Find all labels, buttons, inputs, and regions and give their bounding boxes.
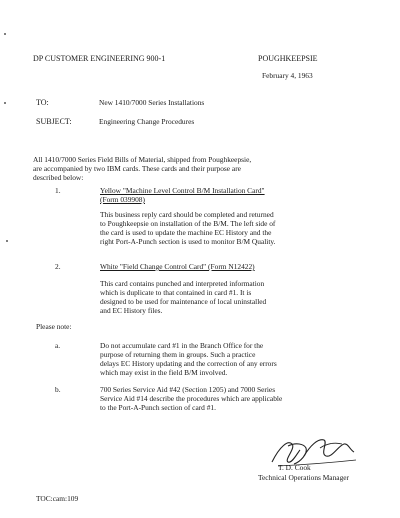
handwritten-signature: [258, 432, 368, 474]
to-label: TO:: [36, 98, 49, 107]
item-body-line: the card is used to update the machine EC History and the: [100, 228, 272, 237]
location-heading: POUGHKEEPSIE: [258, 54, 318, 63]
note-line: purpose of returning them in groups. Such a practice: [100, 350, 256, 359]
reference-initials: TOC:cam:109: [36, 494, 79, 503]
item-body-line: which is duplicate to that contained in card #1. It is: [100, 288, 252, 297]
item-body-line: to Poughkeepsie on installation of the B/M. The left side of: [100, 219, 276, 228]
item-body-line: This card contains punched and interpreted information: [100, 279, 265, 288]
note-line: Service Aid #14 describe the procedures which are applicable: [100, 394, 283, 403]
item-number: 2.: [55, 262, 61, 271]
item-body-line: designed to be used for maintenance of local uninstalled: [100, 297, 267, 306]
item-title: Yellow "Machine Level Control B/M Installation Card": [100, 186, 265, 195]
note-line: which may exist in the field B/M involved.: [100, 368, 228, 377]
memo-date: February 4, 1963: [262, 71, 313, 80]
note-label: Please note:: [36, 322, 72, 331]
subject-value: Engineering Change Procedures: [99, 117, 195, 126]
to-value: New 1410/7000 Series Installations: [99, 98, 205, 107]
department-heading: DP CUSTOMER ENGINEERING 900-1: [33, 54, 166, 63]
note-letter: a.: [55, 341, 61, 350]
margin-mark: [6, 240, 8, 242]
note-line: Do not accumulate card #1 in the Branch Office for the: [100, 341, 264, 350]
signer-name: T. D. Cook: [278, 463, 311, 472]
intro-line: described below:: [33, 173, 84, 182]
intro-line: are accompanied by two IBM cards. These cards and their purpose are: [33, 164, 241, 173]
intro-line: All 1410/7000 Series Field Bills of Material, shipped from Poughkeepsie,: [33, 155, 252, 164]
item-body-line: and EC History files.: [100, 306, 163, 315]
note-line: 700 Series Service Aid #42 (Section 1205) and 7000 Series: [100, 385, 276, 394]
note-line: delays EC History updating and the correction of any errors: [100, 359, 277, 368]
subject-label: SUBJECT:: [36, 117, 72, 126]
note-line: to the Port-A-Punch section of card #1.: [100, 403, 216, 412]
item-form-number: (Form 039908): [100, 195, 145, 204]
item-body-line: right Port-A-Punch section is used to monitor B/M Quality.: [100, 237, 276, 246]
margin-mark: [4, 33, 6, 35]
item-number: 1.: [55, 186, 61, 195]
item-title: White "Field Change Control Card" (Form N12422): [100, 262, 255, 271]
margin-mark: [4, 102, 6, 104]
signer-title: Technical Operations Manager: [258, 473, 350, 482]
note-letter: b.: [55, 385, 61, 394]
item-body-line: This business reply card should be completed and returned: [100, 210, 274, 219]
